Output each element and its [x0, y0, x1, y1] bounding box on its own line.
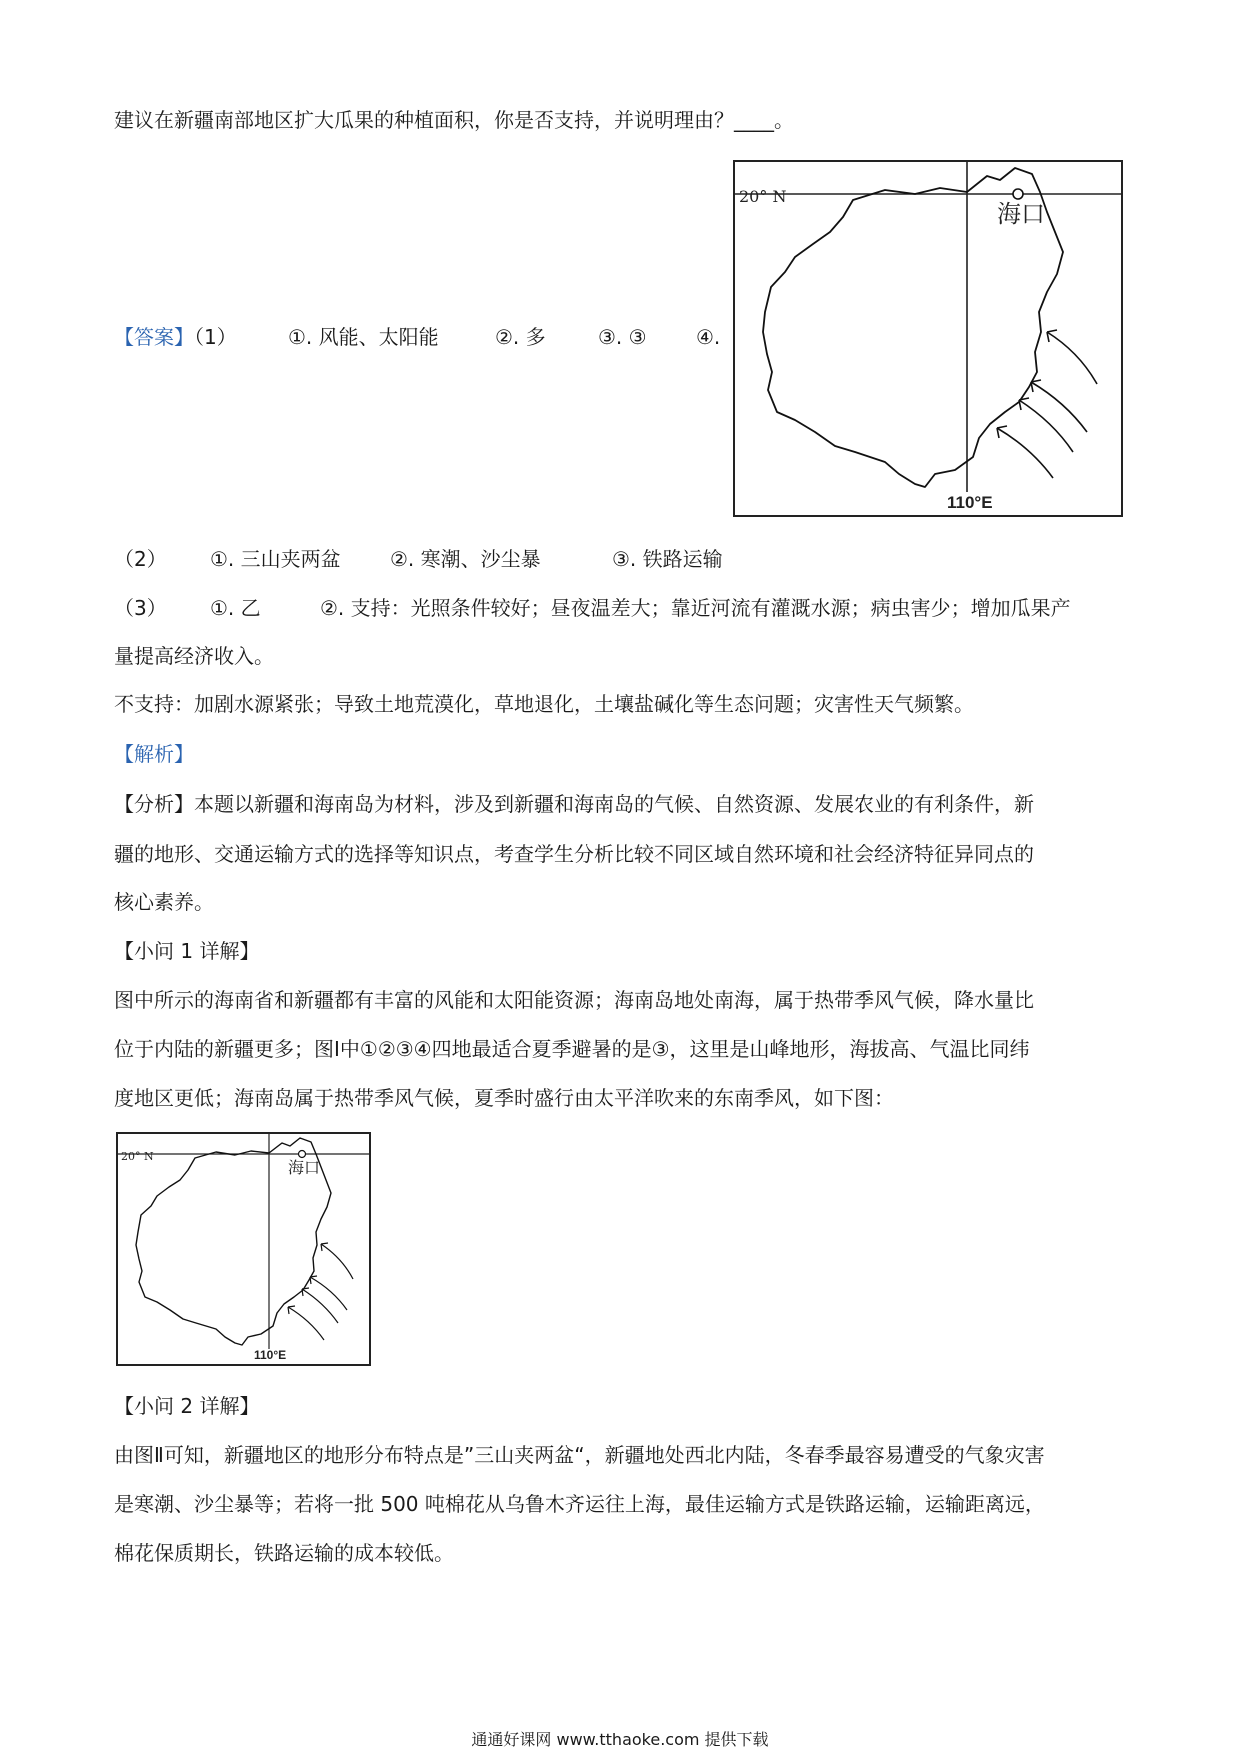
question-text: 建议在新疆南部地区扩大瓜果的种植面积，你是否支持，并说明理由？____。	[114, 108, 794, 132]
q2-line3: 棉花保质期长，铁路运输的成本较低。	[114, 1541, 454, 1565]
q1-line3: 度地区更低；海南岛属于热带季风气候，夏季时盛行由太平洋吹来的东南季风，如下图：	[114, 1086, 894, 1110]
answer-p3-a: ①. 乙	[210, 596, 261, 620]
page-footer: 通通好课网 www.tthaoke.com 提供下载	[471, 1730, 769, 1749]
answer-p3-c: 不支持：加剧水源紧张；导致土地荒漠化，草地退化，土壤盐碱化等生态问题；灾害性天气频繁。	[114, 692, 974, 716]
q2-line1: 由图Ⅱ可知，新疆地区的地形分布特点是”三山夹两盆“，新疆地处西北内陆，冬春季最容易遭受的气象灾害	[114, 1443, 1045, 1467]
analysis-intro-line3: 核心素养。	[114, 890, 214, 914]
answer-part1-number: （1）	[194, 325, 237, 349]
analysis-intro-line2: 疆的地形、交通运输方式的选择等知识点，考查学生分析比较不同区域自然环境和社会经济特征异同点的	[114, 842, 1034, 866]
answer-p2-a: ①. 三山夹两盆	[210, 547, 341, 571]
answer-p1-a: ①. 风能、太阳能	[288, 325, 439, 349]
answer-part3-number: （3）	[114, 596, 167, 620]
q1-line1: 图中所示的海南省和新疆都有丰富的风能和太阳能资源；海南岛地处南海，属于热带季风气候，降水量比	[114, 988, 1034, 1012]
small-longitude-label: 110°E	[254, 1348, 287, 1362]
answer-p1-d: ④.	[696, 325, 721, 349]
answer-p2-c: ③. 铁路运输	[612, 547, 723, 571]
analysis-tag: 【解析】	[114, 742, 194, 766]
answer-tag: 【答案】	[114, 325, 194, 349]
answer-p3-b-line2: 量提高经济收入。	[114, 644, 274, 668]
answer-part2-number: （2）	[114, 547, 167, 571]
analysis-intro-line1: 【分析】本题以新疆和海南岛为材料，涉及到新疆和海南岛的气候、自然资源、发展农业的有利条件，新	[114, 792, 1034, 816]
answer-p1-c: ③. ③	[598, 325, 647, 349]
city-label-haikou: 海口	[997, 200, 1045, 228]
small-latitude-label: 20° N	[121, 1150, 154, 1163]
answer-p3-b-line1: ②. 支持：光照条件较好；昼夜温差大；靠近河流有灌溉水源；病虫害少；增加瓜果产	[320, 596, 1071, 620]
longitude-label: 110°E	[947, 493, 993, 512]
q2-title: 【小问 2 详解】	[114, 1394, 260, 1418]
hainan-map-large	[733, 160, 1123, 517]
small-city-label-haikou: 海口	[288, 1158, 321, 1177]
q1-title: 【小问 1 详解】	[114, 939, 260, 963]
answer-p1-b: ②. 多	[495, 325, 546, 349]
q1-line2: 位于内陆的新疆更多；图Ⅰ中①②③④四地最适合夏季避暑的是③，这里是山峰地形，海拔高、气温比同纬	[114, 1037, 1030, 1061]
hainan-map-small	[116, 1132, 371, 1366]
answer-p2-b: ②. 寒潮、沙尘暴	[390, 547, 541, 571]
answer-part1	[114, 323, 237, 351]
latitude-label: 20° N	[739, 187, 787, 206]
q2-line2: 是寒潮、沙尘暴等；若将一批 500 吨棉花从乌鲁木齐运往上海，最佳运输方式是铁路运输，运输距离远，	[114, 1492, 1045, 1516]
